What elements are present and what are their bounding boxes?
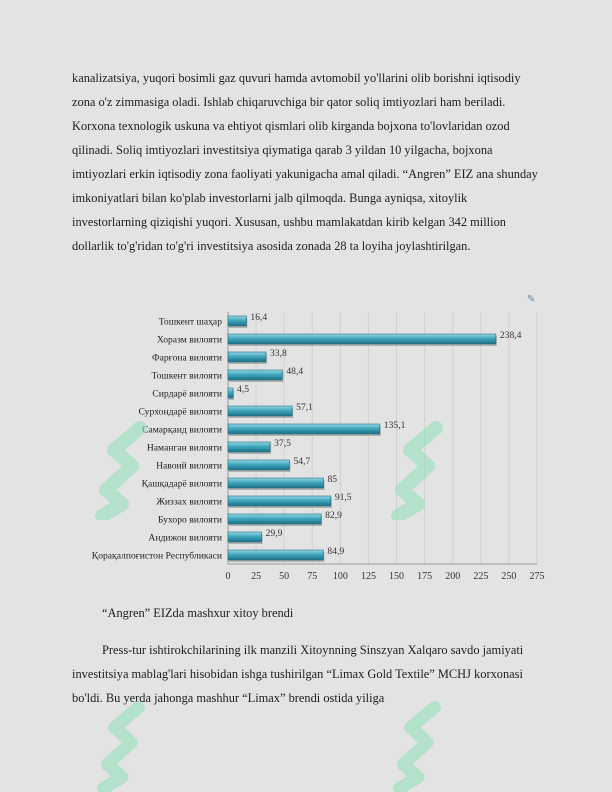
bar	[228, 514, 321, 524]
category-label: Тошкент вилояти	[151, 370, 222, 382]
data-label: 57,1	[296, 402, 313, 413]
watermark-logo-icon	[92, 420, 152, 520]
x-tick-label: 200	[445, 571, 461, 582]
category-label: Тошкент шаҳар	[158, 316, 222, 328]
x-tick-label: 150	[389, 571, 405, 582]
x-tick-label: 25	[251, 571, 262, 582]
bar	[228, 406, 292, 416]
data-label: 85	[327, 474, 338, 485]
body-paragraph-2: Press-tur ishtirokchilarining ilk manzili Xitoynning Sinszyan Xalqaro savdo jamiyati investitsiya mablag'lari hisobidan ishga tushirilgan “Limax Gold Textile” MCHJ korxonasi bo'ldi. Bu yerda jahonga mashhur “Limax” brendi ostida yiliga	[72, 643, 524, 705]
x-tick-label: 125	[360, 571, 376, 582]
category-label: Сирдарё вилояти	[152, 388, 222, 400]
bar	[228, 388, 233, 398]
bar	[228, 550, 323, 560]
data-label: 48,4	[286, 366, 304, 377]
data-label: 29,9	[265, 528, 283, 539]
data-label: 238,4	[499, 330, 522, 341]
category-label: Андижон вилояти	[148, 532, 222, 544]
bar	[228, 478, 324, 488]
category-label: Самарқанд вилояти	[142, 424, 222, 436]
bar	[228, 370, 282, 380]
category-label: Қорақалпоғистон Республикаси	[91, 550, 222, 562]
bar	[228, 334, 496, 344]
watermark-logo-icon	[388, 700, 448, 792]
x-tick-label: 250	[501, 571, 517, 582]
x-tick-label: 50	[279, 571, 290, 582]
body-paragraph-1: kanalizatsiya, yuqori bosimli gaz quvuri hamda avtomobil yo'llarini olib borishni iqtisodiy zona o'z zimmasiga oladi. Ishlab chiqaruvchiga bir qator soliq imtiyozlari ham beriladi. Korxona texnologik uskuna va ehtiyot qismlari olib kirganda bojxona to'lovlaridan ozod qilinadi. Soliq imtiyozlari investitsiya qiymatiga qarab 3 yildan 10 yilgacha, bojxona imtiyozlari erkin iqtisodiy zona faoliyati yakunigacha amal qiladi. “Angren” EIZ ana shunday imkoniyatlari bilan ko'plab investorlarni jalb qilmoqda. Bunga ayniqsa, xitoylik investorlarning qiziqishi yuqori. Xususan, ushbu mamlakatdan kirib kelgan 342 million dollarlik to'g'ridan to'g'ri investitsiya asosida zonada 28 ta loyiha joylashtirilgan.	[72, 71, 538, 253]
bar	[228, 316, 246, 326]
category-label: Хоразм вилояти	[156, 334, 222, 346]
category-label: Бухоро вилояти	[157, 514, 222, 526]
bar	[228, 532, 262, 542]
x-tick-label: 275	[529, 571, 545, 582]
x-tick-label: 75	[307, 571, 318, 582]
bar	[228, 496, 331, 506]
category-label: Қашқадарё вилояти	[141, 478, 222, 490]
data-label: 33,8	[269, 348, 287, 359]
data-label: 91,5	[334, 492, 352, 503]
category-label: Навоий вилояти	[156, 460, 222, 472]
chart-edit-icon[interactable]: ✎	[527, 294, 536, 305]
data-label: 82,9	[325, 510, 342, 521]
data-label: 135,1	[383, 420, 406, 431]
x-tick-label: 175	[417, 571, 433, 582]
data-label: 16,4	[250, 312, 268, 323]
category-label: Сурхондарё вилояти	[138, 406, 222, 418]
figure-caption: “Angren” EIZda mashxur xitoy brendi	[102, 606, 294, 620]
bar	[228, 442, 270, 452]
category-label: Наманган вилояти	[146, 442, 222, 454]
data-label: 37,5	[274, 438, 291, 449]
category-label: Жиззах вилояти	[156, 496, 222, 508]
bar	[228, 460, 289, 470]
data-label: 84,9	[327, 546, 345, 557]
data-label: 4,5	[237, 384, 250, 395]
x-tick-label: 100	[332, 571, 348, 582]
bar	[228, 352, 266, 362]
watermark-logo-icon	[92, 700, 152, 792]
x-tick-label: 225	[473, 571, 489, 582]
category-label: Фарғона вилояти	[152, 352, 222, 364]
watermark-logo-icon	[388, 420, 448, 520]
bar	[228, 424, 380, 434]
x-tick-label: 0	[225, 571, 231, 582]
data-label: 54,7	[293, 456, 311, 467]
